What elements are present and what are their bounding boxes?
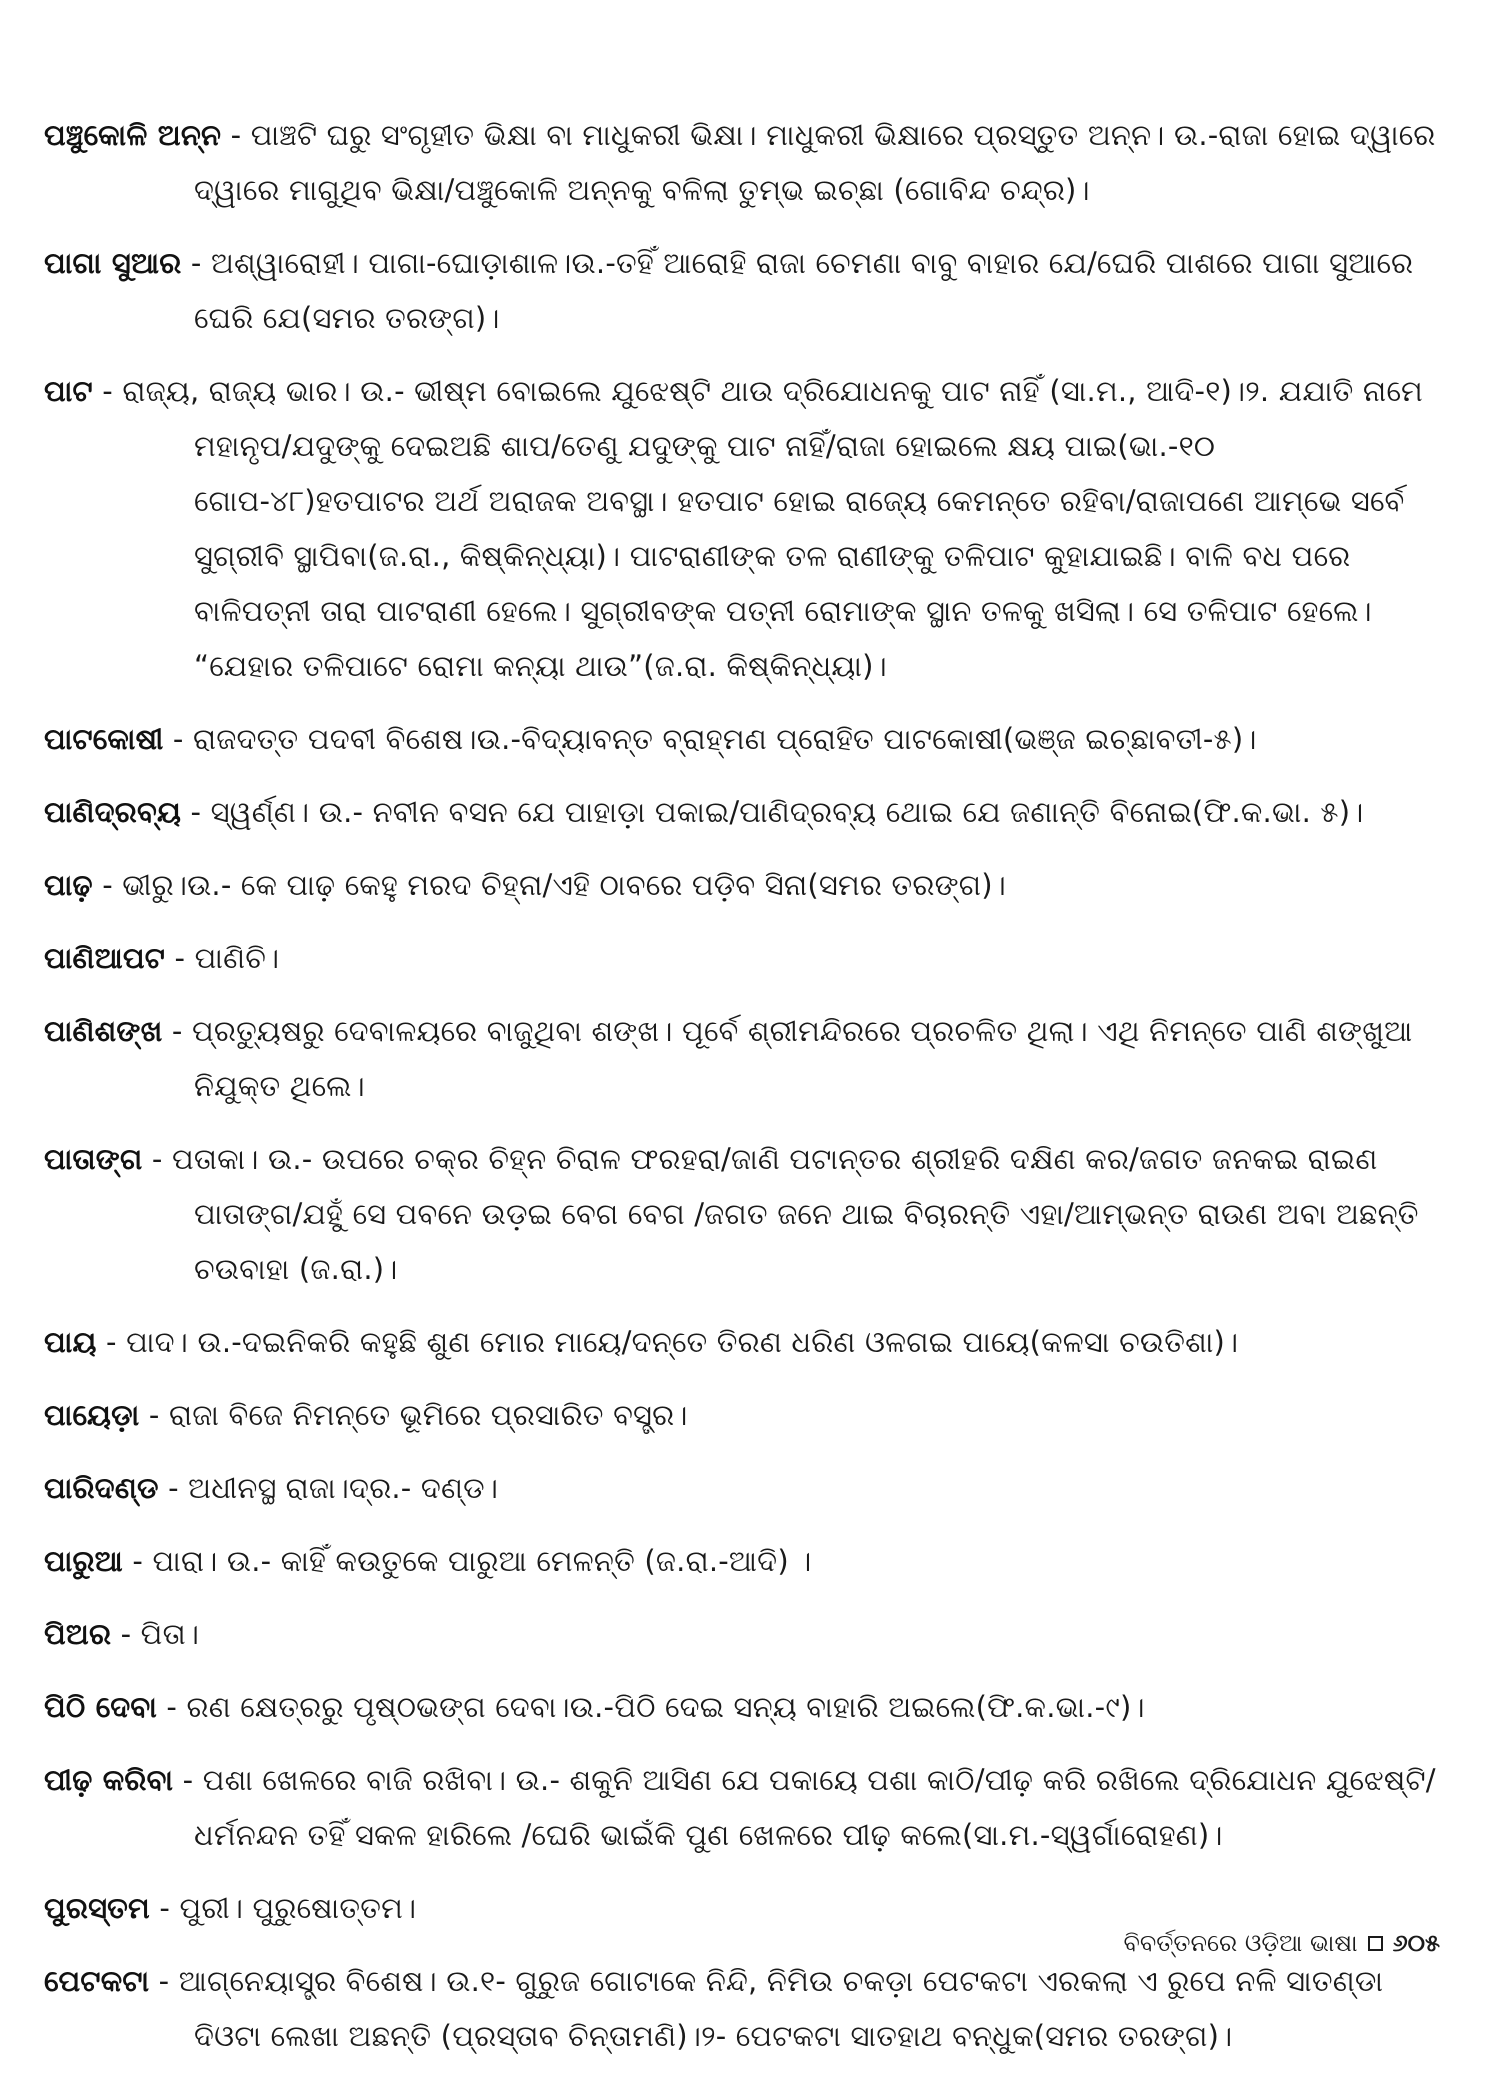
entry-separator: -: [96, 1325, 127, 1359]
entry-separator: -: [165, 941, 195, 975]
entry-separator: -: [92, 868, 123, 902]
entry-definition: ପିତା।: [140, 1617, 200, 1651]
glossary-entry: [44, 1315, 1454, 1370]
glossary-entry: [44, 1132, 1454, 1297]
entry-term: ପାଟ: [44, 374, 93, 408]
entry-term: ପାତାଙ୍ଗ: [44, 1142, 143, 1176]
entry-definition: ଅଧୀନସ୍ଥ ରାଜା।ଦ୍ର.- ଦଣ୍ଡ।: [188, 1471, 499, 1505]
glossary-entry: [44, 785, 1454, 840]
glossary-entry: [44, 1680, 1454, 1735]
glossary-entry: [44, 858, 1454, 913]
glossary-entry: [44, 1753, 1454, 1863]
glossary-entry: [44, 236, 1454, 346]
glossary-entries: [44, 108, 1454, 2064]
entry-separator: -: [122, 1544, 153, 1578]
glossary-entry: [44, 1388, 1454, 1443]
entry-term: ପିଅର: [44, 1617, 112, 1651]
entry-definition: ପାଦ। ଉ.-ଦଇନିକରି କହୁଛି ଶୁଣ ମୋର ମାୟେ/ଦନ୍ତେ ତିରଣ ଧରିଣ ଓଳଗଇ ପାୟେ(କଳସା ଚଉତିଶା)।: [126, 1325, 1239, 1359]
entry-term: ପାଣିଦ୍ରବ୍ୟ: [44, 795, 182, 829]
entry-separator: -: [162, 1014, 193, 1048]
entry-separator: -: [163, 722, 194, 756]
entry-term: ପାରିଦଣ୍ଡ: [44, 1471, 159, 1505]
entry-definition: ପତାକା। ଉ.- ଉପରେ ଚକ୍ର ଚିହ୍ନ ଚିରାଳ ଫରହରା/ଜାଣି ପଟାନ୍ତର ଶ୍ରୀହରି ଦକ୍ଷିଣ କର/ଜଗତ ଜନକଇ ରାଇଣ ପାତାଙ୍ଗ/ଯହୁଁ ସେ ପବନେ ଉଡ଼ଇ ବେଗ ବେଗ /ଜଗତ ଜନେ ଥାଇ ବିଚାରନ୍ତି ଏହା/ଆମ୍ଭନ୍ତ ରାଉଣ ଅବା ଅଛନ୍ତି ଚଉବାହା (ଜ.ରା.)।: [171, 1142, 1419, 1286]
entry-term: ପୁରସ୍ତମ: [44, 1891, 150, 1925]
entry-term: ପିଠି ଦେବା: [44, 1690, 158, 1724]
entry-term: ପାୟେଡ଼ା: [44, 1398, 140, 1432]
glossary-entry: [44, 1004, 1454, 1114]
entry-separator: -: [149, 1891, 180, 1925]
glossary-entry: [44, 364, 1454, 694]
entry-term: ପାଣିଶଙ୍ଖ: [44, 1014, 163, 1048]
entry-definition: ସ୍ୱର୍ଣ୍ଣ। ଉ.- ନବୀନ ବସନ ଯେ ପାହାଡ଼ା ପକାଇ/ପାଣିଦ୍ରବ୍ୟ ଥୋଇ ଯେ ଜଣାନ୍ତି ବିନୋଇ(ଫି.କ.ଭା. ୫)।: [210, 795, 1364, 829]
entry-definition: ପାରା। ଉ.- କାହିଁ କଉତୁକେ ପାରୁଆ ମେଳନ୍ତି (ଜ.ରା.-ଆଦି) ।: [152, 1544, 812, 1578]
entry-separator: -: [221, 118, 251, 152]
entry-definition: ପୁରୀ। ପୁରୁଷୋତ୍ତମ।: [179, 1891, 417, 1925]
entry-term: ପାଟକୋଷୀ: [44, 722, 164, 756]
entry-separator: -: [139, 1398, 169, 1432]
entry-definition: ଆଗ୍ନେୟାସ୍ତ୍ର ବିଶେଷ। ଉ.୧- ଗୁରୁଜ ଗୋଟାକେ ନିନ୍ଦି, ନିମିଉ ଚକଡ଼ା ପେଟକଟା ଏରକଲା ଏ ରୁପେ ନଳି ସାତଣ୍ଡା ଦିଓଟା ଲେଖା ଅଛନ୍ତି (ପ୍ରସ୍ତାବ ଚିନ୍ତାମଣି)।୨- ପେଟକଟା ସାତହାଥ ବନ୍ଧୁକ(ସମର ତରଙ୍ଗ)।: [178, 1964, 1384, 2053]
entry-separator: -: [173, 1763, 203, 1797]
glossary-entry: [44, 1461, 1454, 1516]
entry-term: ପଞ୍ଚୁକୋଳି ଅନ୍ନ: [44, 118, 222, 152]
entry-term: ପେଟକଟା: [44, 1964, 150, 1998]
book-title: ବିବର୍ତ୍ତନରେ ଓଡ଼ିଆ ଭାଷା: [1123, 1929, 1358, 1957]
glossary-entry: [44, 1534, 1454, 1589]
page-footer: [1123, 1928, 1440, 1958]
entry-definition: ଅଶ୍ୱାରୋହୀ। ପାଗା-ଘୋଡ଼ାଶାଳ।ଉ.-ତହିଁ ଆରୋହି ରାଜା ଚେମଣା ବାବୁ ବାହାର ଯେ/ଘେରି ପାଶରେ ପାଗା ସୁଆରେ ଘେରି ଯେ(ସମର ତରଙ୍ଗ)।: [194, 246, 1414, 335]
entry-definition: ରାଜଦତ୍ତ ପଦବୀ ବିଶେଷ।ଉ.-ବିଦ୍ୟାବନ୍ତ ବ୍ରାହ୍ମଣ ପ୍ରୋହିତ ପାଟକୋଷୀ(ଭଞ୍ଜ ଇଚ୍ଛାବତୀ-୫)।: [193, 722, 1257, 756]
page-number: ୬୦୫: [1392, 1929, 1440, 1957]
entry-definition: ପାଣିଚି।: [194, 941, 280, 975]
glossary-entry: [44, 108, 1454, 218]
glossary-entry: [44, 1607, 1454, 1662]
glossary-page: [44, 108, 1454, 2082]
entry-separator: -: [92, 374, 123, 408]
entry-definition: ପଶା ଖେଳରେ ବାଜି ରଖିବା। ଉ.- ଶକୁନି ଆସିଣ ଯେ ପକାୟେ ପଶା କାଠି/ପୀଢ଼ କରି ରଖିଲେ ଦ୍ରିଯୋଧନ ଯୁଝେଷ୍ଟି/ଧର୍ମନନ୍ଦନ ତହିଁ ସକଳ ହାରିଲେ /ଘେରି ଭାଇଁକି ପୁଣ ଖେଳରେ ପୀଢ଼ କଲେ(ସା.ମ.-ସ୍ୱର୍ଗାରୋହଣ)।: [194, 1763, 1436, 1852]
entry-term: ପାରୁଆ: [44, 1544, 123, 1578]
entry-term: ପାଣିଆପଟ: [44, 941, 166, 975]
entry-separator: -: [157, 1690, 187, 1724]
entry-separator: -: [181, 246, 211, 280]
entry-separator: -: [181, 795, 211, 829]
entry-separator: -: [158, 1471, 189, 1505]
glossary-entry: [44, 931, 1454, 986]
entry-separator: -: [111, 1617, 141, 1651]
entry-definition: ରାଜା ବିଜେ ନିମନ୍ତେ ଭୂମିରେ ପ୍ରସାରିତ ବସ୍ତ୍ର।: [168, 1398, 688, 1432]
entry-term: ପାଗା ସୁଆର: [44, 246, 182, 280]
glossary-entry: [44, 1954, 1454, 2064]
entry-term: ପାୟ: [44, 1325, 97, 1359]
entry-definition: ରାଜ୍ୟ, ରାଜ୍ୟ ଭାର। ଉ.- ଭୀଷ୍ମ ବୋଇଲେ ଯୁଝେଷ୍ଟି ଥାଉ ଦ୍ରିଯୋଧନକୁ ପାଟ ନାହିଁ (ସା.ମ., ଆଦି-୧)।୨. ଯଯାତି ନାମେ ମହାନୃପ/ଯଦୁଙ୍କୁ ଦେଇଅଛି ଶାପ/ତେଣୁ ଯଦୁଙ୍କୁ ପାଟ ନାହିଁ/ରାଜା ହୋଇଲେ କ୍ଷୟ ପାଇ(ଭା.-୧୦ ଗୋପ-୪୮)ହତପାଟର ଅର୍ଥ ଅରାଜକ ଅବସ୍ଥା। ହତପାଟ ହୋଇ ରାଜ୍ୟେ କେମନ୍ତେ ରହିବା/ରାଜାପଣେ ଆମ୍ଭେ ସର୍ବେ ସୁଗ୍ରୀବି ସ୍ଥାପିବା(ଜ.ରା., କିଷ୍କିନ୍ଧ୍ୟା)। ପାଟରାଣୀଙ୍କ ତଳ ରାଣୀଙ୍କୁ ତଳିପାଟ କୁହାଯାଇଛି। ବାଳି ବଧ ପରେ ବାଳିପତ୍ନୀ ତାରା ପାଟରାଣୀ ହେଲେ। ସୁଗ୍ରୀବଙ୍କ ପତ୍ନୀ ରୋମାଙ୍କ ସ୍ଥାନ ତଳକୁ ଖସିଲା। ସେ ତଳିପାଟ ହେଲେ। “ଯେହାର ତଳିପାଟେ ରୋମା କନ୍ୟା ଥାଉ”(ଜ.ରା. କିଷ୍କିନ୍ଧ୍ୟା)।: [122, 374, 1423, 683]
entry-definition: ପାଞ୍ଚଟି ଘରୁ ସଂଗୃହୀତ ଭିକ୍ଷା ବା ମାଧୁକରୀ ଭିକ୍ଷା। ମାଧୁକରୀ ଭିକ୍ଷାରେ ପ୍ରସ୍ତୁତ ଅନ୍ନ। ଉ.-ରାଜା ହୋଇ ଦ୍ୱାରେ ଦ୍ୱାରେ ମାଗୁଥିବ ଭିକ୍ଷା/ପଞ୍ଚୁକୋଳି ଅନ୍ନକୁ ବଳିଲା ତୁମ୍ଭ ଇଚ୍ଛା (ଗୋବିନ୍ଦ ଚନ୍ଦ୍ର)।: [194, 118, 1436, 207]
square-box-icon: [1368, 1936, 1383, 1951]
entry-definition: ଭୀରୁ।ଉ.- କେ ପାଢ଼ କେହୁ ମରଦ ଚିହ୍ନା/ଏହି ଠାବରେ ପଡ଼ିବ ସିନା(ସମର ତରଙ୍ଗ)।: [122, 868, 1007, 902]
entry-term: ପାଢ଼: [44, 868, 93, 902]
entry-definition: ପ୍ରତ୍ୟୁଷରୁ ଦେବାଳୟରେ ବାଜୁଥିବା ଶଙ୍ଖ। ପୂର୍ବେ ଶ୍ରୀମନ୍ଦିରରେ ପ୍ରଚଳିତ ଥିଲା। ଏଥି ନିମନ୍ତେ ପାଣି ଶଙ୍ଖୁଆ ନିଯୁକ୍ତ ଥିଲେ।: [192, 1014, 1413, 1103]
entry-separator: -: [149, 1964, 179, 1998]
entry-definition: ରଣ କ୍ଷେତ୍ରରୁ ପୃଷ୍ଠଭଙ୍ଗ ଦେବା।ଉ.-ପିଠି ଦେଇ ସନ୍ୟ ବାହାରି ଅଇଲେ(ଫି.କ.ଭା.-୯)।: [186, 1690, 1145, 1724]
glossary-entry: [44, 712, 1454, 767]
entry-separator: -: [142, 1142, 172, 1176]
entry-term: ପୀଢ଼ କରିବା: [44, 1763, 174, 1797]
